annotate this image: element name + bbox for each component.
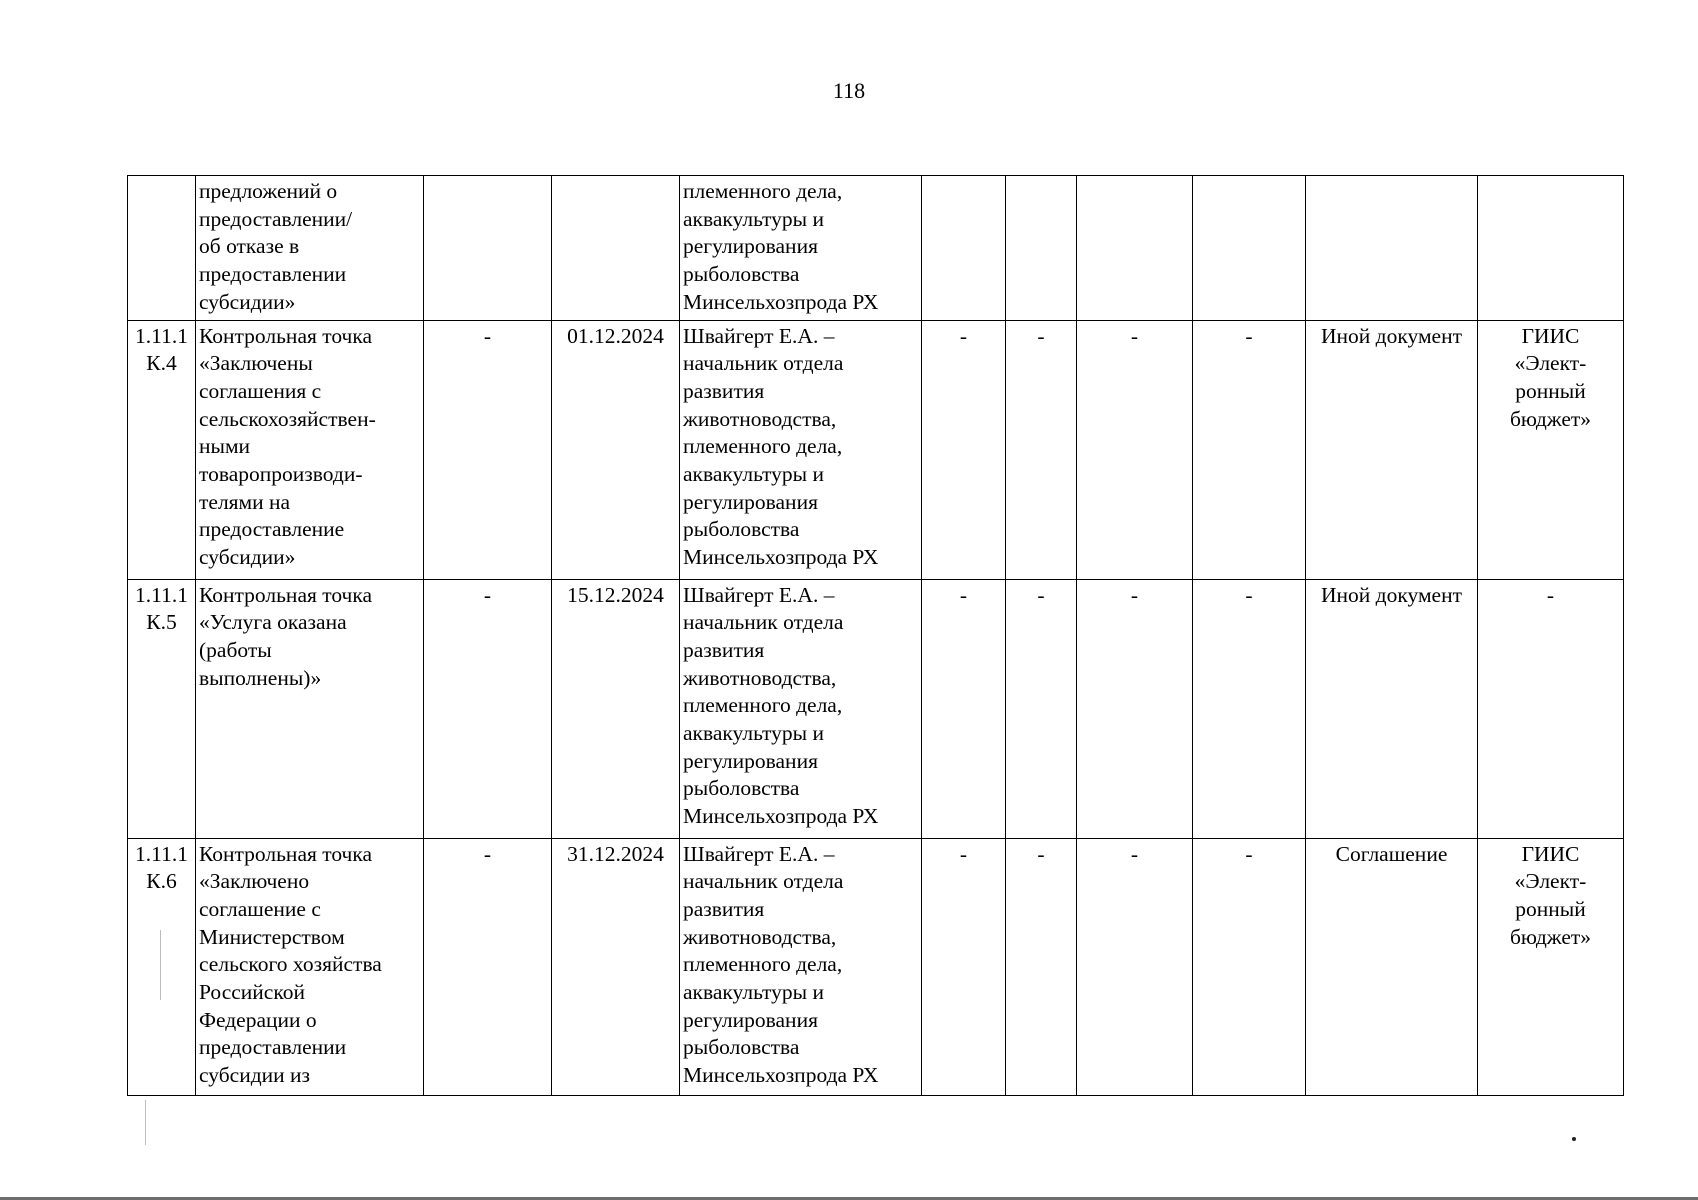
value-4 — [1193, 176, 1306, 321]
information-system: ГИИС «Элект- ронный бюджет» — [1478, 838, 1624, 1095]
base-date — [424, 176, 552, 321]
value-4: - — [1193, 579, 1306, 838]
event-name: Контрольная точка «Заключено соглашение с Министерством сельского хозяйства Российской Федерации о предоставлении субсидии из — [196, 838, 424, 1095]
responsible: Швайгерт Е.А. – начальник отдела развития животноводства, племенного дела, аквакультуры и регулирования рыболовства Минсельхозпрода РХ — [680, 320, 922, 579]
value-4: - — [1193, 838, 1306, 1095]
deadline: 31.12.2024 — [552, 838, 680, 1095]
base-date: - — [424, 320, 552, 579]
row-number: 1.11.1 К.5 — [128, 579, 196, 838]
value-2: - — [1006, 579, 1077, 838]
value-3: - — [1077, 579, 1193, 838]
information-system: - — [1478, 579, 1624, 838]
document-type: Иной документ — [1306, 320, 1478, 579]
document-type — [1306, 176, 1478, 321]
value-3 — [1077, 176, 1193, 321]
value-2 — [1006, 176, 1077, 321]
information-system: ГИИС «Элект- ронный бюджет» — [1478, 320, 1624, 579]
event-name: предложений о предоставлении/ об отказе в предоставлении субсидии» — [196, 176, 424, 321]
page-number: 118 — [832, 78, 866, 103]
value-1: - — [922, 838, 1006, 1095]
event-name: Контрольная точка «Услуга оказана (работы выполнены)» — [196, 579, 424, 838]
responsible: Швайгерт Е.А. – начальник отдела развития животноводства, племенного дела, аквакультуры и регулирования рыболовства Минсельхозпрода РХ — [680, 579, 922, 838]
responsible: племенного дела, аквакультуры и регулирования рыболовства Минсельхозпрода РХ — [680, 176, 922, 321]
value-3: - — [1077, 838, 1193, 1095]
table-row — [128, 320, 1624, 579]
table-row — [128, 176, 1624, 321]
row-number — [128, 176, 196, 321]
table-row — [128, 838, 1624, 1095]
responsible: Швайгерт Е.А. – начальник отдела развития животноводства, племенного дела, аквакультуры и регулирования рыболовства Минсельхозпрода РХ — [680, 838, 922, 1095]
value-1: - — [922, 579, 1006, 838]
scan-artifact-line — [160, 930, 161, 1000]
row-number: 1.11.1 К.4 — [128, 320, 196, 579]
value-1 — [922, 176, 1006, 321]
value-4: - — [1193, 320, 1306, 579]
row-number: 1.11.1 К.6 — [128, 838, 196, 1095]
deadline: 01.12.2024 — [552, 320, 680, 579]
base-date: - — [424, 838, 552, 1095]
value-1: - — [922, 320, 1006, 579]
information-system — [1478, 176, 1624, 321]
control-points-table — [127, 175, 1624, 1096]
deadline — [552, 176, 680, 321]
scan-artifact-dot — [1572, 1137, 1576, 1141]
scan-artifact-line — [145, 1100, 146, 1145]
event-name: Контрольная точка «Заключены соглашения с сельскохозяйствен- ными товаропроизводи- телями на предоставление субсидии» — [196, 320, 424, 579]
document-type: Соглашение — [1306, 838, 1478, 1095]
table-row — [128, 579, 1624, 838]
document-type: Иной документ — [1306, 579, 1478, 838]
value-2: - — [1006, 320, 1077, 579]
base-date: - — [424, 579, 552, 838]
value-2: - — [1006, 838, 1077, 1095]
deadline: 15.12.2024 — [552, 579, 680, 838]
value-3: - — [1077, 320, 1193, 579]
